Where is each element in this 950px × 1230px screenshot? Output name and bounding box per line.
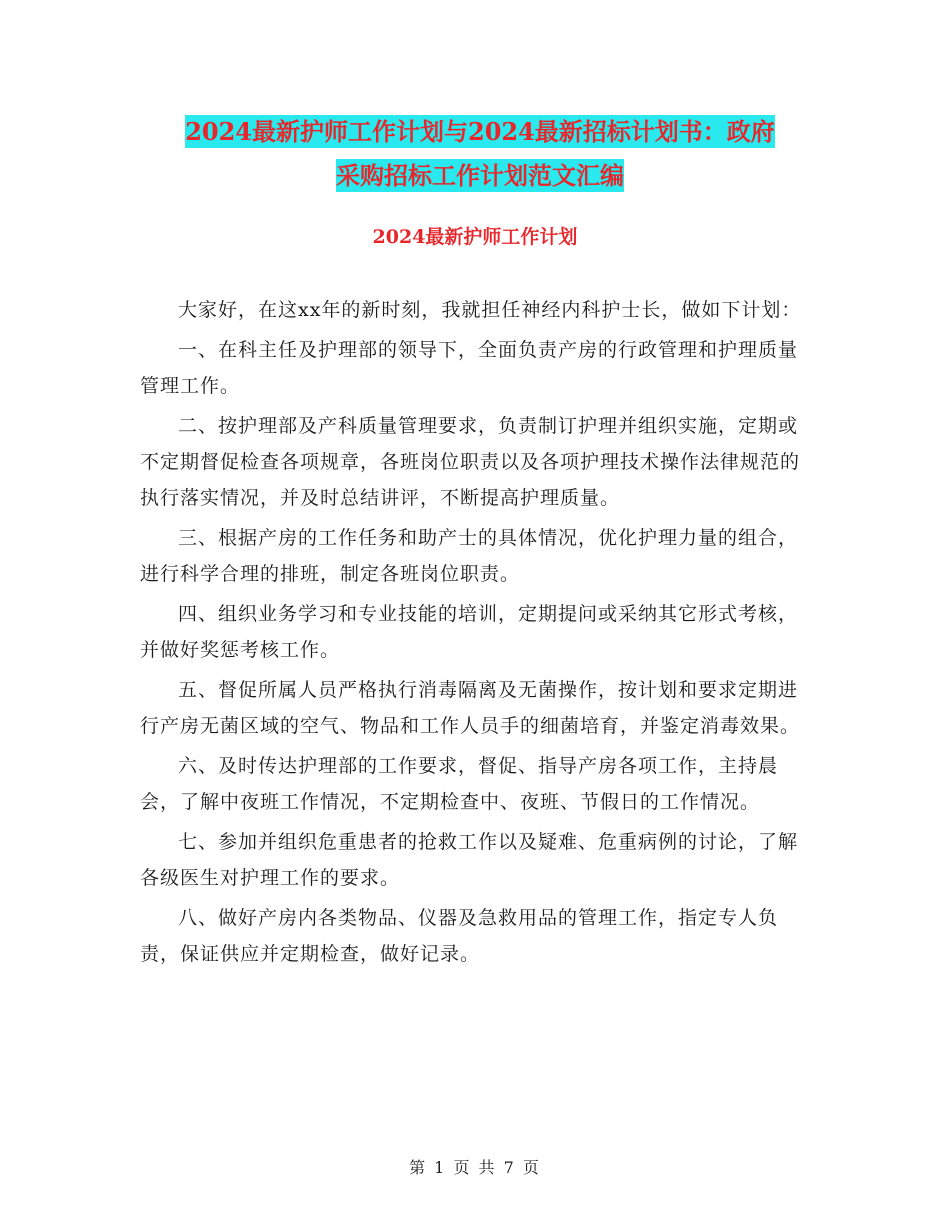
paragraph-item-5: 五、督促所属人员严格执行消毒隔离及无菌操作，按计划和要求定期进行产房无菌区域的空气、物品和工作人员手的细菌培育，并鉴定消毒效果。 <box>140 679 801 737</box>
section-heading: 2024最新护师工作计划 <box>372 226 578 248</box>
paragraph-item-4: 四、组织业务学习和专业技能的培训，定期提问或采纳其它形式考核，并做好奖惩考核工作。 <box>140 603 799 661</box>
paragraph-item-6: 六、及时传达护理部的工作要求，督促、指导产房各项工作，主持晨会，了解中夜班工作情况，不定期检查中、夜班、节假日的工作情况。 <box>140 755 779 813</box>
paragraph-intro: 大家好，在这xx年的新时刻，我就担任神经内科护士长，做如下计划： <box>178 299 802 321</box>
page-number: 第 1 页 共 7 页 <box>409 1158 541 1177</box>
title-line-1: 2024最新护师工作计划与2024最新招标计划书：政府 <box>185 117 775 146</box>
paragraph-item-3: 三、根据产房的工作任务和助产士的具体情况，优化护理力量的组合，进行科学合理的排班，制定各班岗位职责。 <box>140 527 799 585</box>
title-line-2: 采购招标工作计划范文汇编 <box>336 161 624 190</box>
paragraph-item-7: 七、参加并组织危重患者的抢救工作以及疑难、危重病例的讨论，了解各级医生对护理工作的要求。 <box>140 831 799 889</box>
paragraph-item-2: 二、按护理部及产科质量管理要求，负责制订护理并组织实施，定期或不定期督促检查各项规章，各班岗位职责以及各项护理技术操作法律规范的执行落实情况，并及时总结讲评，不断提高护理质量。 <box>140 415 801 509</box>
paragraph-item-1: 一、在科主任及护理部的领导下，全面负责产房的行政管理和护理质量管理工作。 <box>140 339 799 397</box>
document-title <box>130 110 830 198</box>
paragraph-item-8: 八、做好产房内各类物品、仪器及急救用品的管理工作，指定专人负责，保证供应并定期检查，做好记录。 <box>140 907 779 965</box>
document-body <box>140 292 802 976</box>
